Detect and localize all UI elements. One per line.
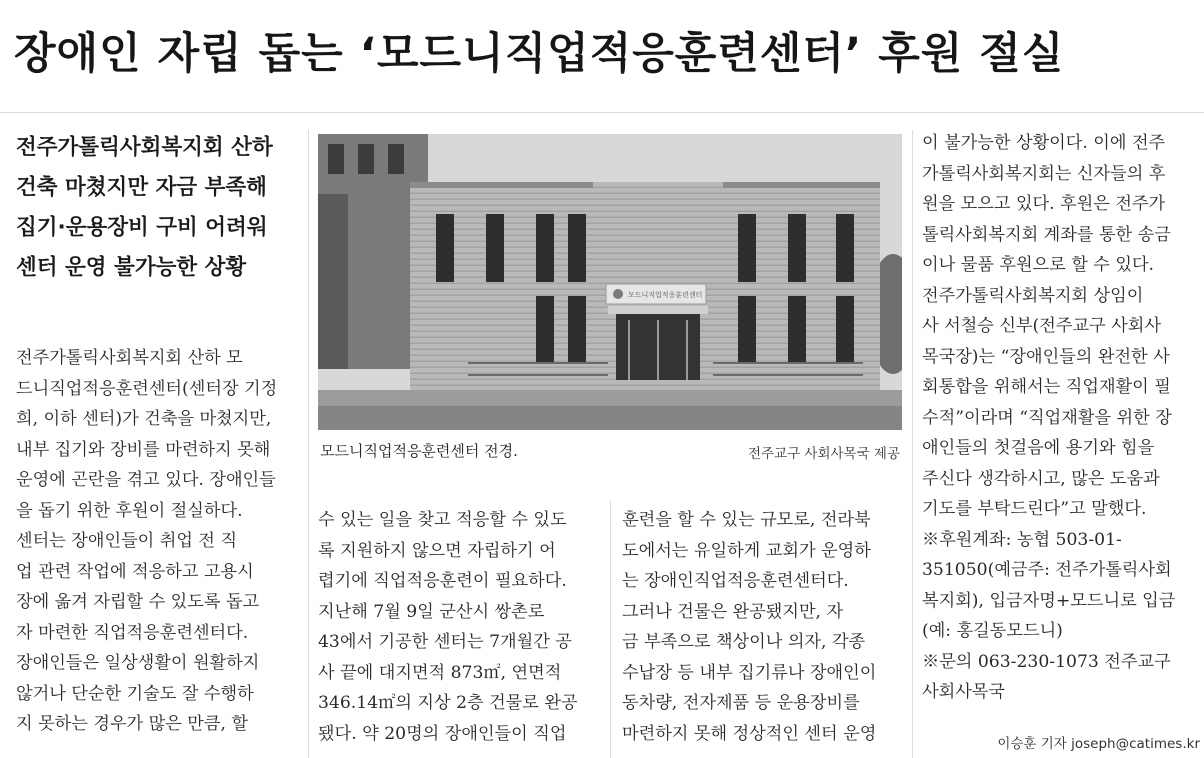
body-line: 렵기에 직업적응훈련이 필요하다. [318,571,567,591]
body-line: 됐다. 약 20명의 장애인들이 직업 [318,723,567,744]
column-divider [912,130,913,758]
body-column-1 [16,343,306,740]
body-line: (예: 홍길동모드니) [922,621,1063,641]
body-line: 록 지원하지 않으면 자립하기 어 [318,540,556,561]
body-line: 을 돕기 위한 후원이 절실하다. [16,500,243,521]
subhead-line: 집기·운용장비 구비 어려워 [16,215,268,240]
headline: 장애인 자립 돕는 ‘모드니직업적응훈련센터’ 후원 절실 [14,29,1065,79]
body-line: 회통합을 위해서는 직업재활이 필 [922,377,1171,397]
body-line: 346.14㎡의 지상 2층 건물로 완공 [318,693,578,713]
body-line: 금 부족으로 책상이나 의자, 각종 [622,632,866,652]
body-line: 센터는 장애인들이 취업 전 직 [16,531,238,551]
body-line: 도에서는 유일하게 교회가 운영하 [622,540,871,561]
photo-credit: 전주교구 사회사목국 제공 [747,446,900,462]
body-line: 지 못하는 경우가 많은 만큼, 할 [16,714,249,734]
body-line: 전주가톨릭사회복지회 산하 모 [16,348,243,368]
body-line: 가톨릭사회복지회는 신자들의 후 [922,163,1166,184]
body-line: 사 끝에 대지면적 873㎡, 연면적 [318,662,562,683]
body-line: 드니직업적응훈련센터(센터장 기정 [16,378,278,399]
photo-caption: 모드니직업적응훈련센터 전경. [320,442,518,460]
body-line: 수 있는 일을 찾고 적응할 수 있도 [318,510,567,530]
body-line: 톨릭사회복지회 계좌를 통한 송금 [922,224,1171,245]
body-line: 목국장)는 “장애인들의 완전한 사 [922,346,1170,367]
body-line: 희, 이하 센터)가 건축을 마쳤지만, [16,409,272,429]
body-line: 전주가톨릭사회복지회 상임이 [922,285,1144,306]
body-line: 주신다 생각하시고, 많은 도움과 [922,468,1160,489]
subheads [16,128,306,288]
subhead-line: 건축 마쳤지만 자금 부족해 [16,175,267,200]
body-line: 않거나 단순한 기술도 잘 수행하 [16,683,254,704]
body-line: 장애인들은 일상생활이 원활하지 [16,653,260,673]
body-line: 사회사목국 [922,682,1006,702]
body-line: ※후원계좌: 농협 503-01- [922,529,1122,550]
body-line: 수적”이라며 “직업재활을 위한 장 [922,407,1172,428]
body-line: 장에 옮겨 자립할 수 있도록 돕고 [16,592,260,612]
body-line: 이나 물품 후원으로 할 수 있다. [922,255,1155,275]
column-divider [610,500,611,758]
body-line: 이 불가능한 상황이다. 이에 전주 [922,133,1166,153]
body-line: 43에서 기공한 센터는 7개월간 공 [318,632,572,652]
building-illustration [318,134,902,430]
body-line: 훈련을 할 수 있는 규모로, 전라북 [622,510,871,530]
body-column-2 [318,505,600,749]
subhead-line: 센터 운영 불가능한 상황 [16,255,247,280]
body-line: 지난해 7월 9일 군산시 쌍촌로 [318,601,545,622]
building-photo [318,134,902,430]
sign-text: 모드니직업적응훈련센터 [628,291,703,299]
subhead-line: 전주가톨릭사회복지회 산하 [16,135,273,160]
body-line: 351050(예금주: 전주가톨릭사회 [922,560,1172,580]
body-line: 동차량, 전자제품 등 운용장비를 [622,693,860,713]
body-line: 운영에 곤란을 겪고 있다. 장애인들 [16,470,276,490]
column-divider [308,130,309,758]
byline: 이승훈 기자 joseph@catimes.kr [997,736,1200,752]
body-line: ※문의 063-230-1073 전주교구 [922,651,1171,672]
body-line: 그러나 건물은 완공됐지만, 자 [622,601,844,622]
body-line: 업 관련 작업에 적응하고 고용시 [16,561,254,582]
body-line: 기도를 부탁드린다”고 말했다. [922,499,1147,519]
body-line: 원을 모으고 있다. 후원은 전주가 [922,194,1166,214]
body-line: 자 마련한 직업적응훈련센터다. [16,622,249,643]
body-line: 애인들의 첫걸음에 용기와 힘을 [922,438,1155,458]
body-column-4 [922,128,1204,708]
top-rule [0,112,1204,113]
body-column-3 [622,505,904,749]
body-line: 마련하지 못해 정상적인 센터 운영 [622,723,877,744]
body-line: 복지회), 입금자명+모드니로 입금 [922,590,1176,611]
body-line: 수납장 등 내부 집기류나 장애인이 [622,662,877,683]
body-line: 내부 집기와 장비를 마련하지 못해 [16,439,271,460]
body-line: 는 장애인직업적응훈련센터다. [622,571,849,591]
body-line: 사 서철승 신부(전주교구 사회사 [922,316,1161,336]
